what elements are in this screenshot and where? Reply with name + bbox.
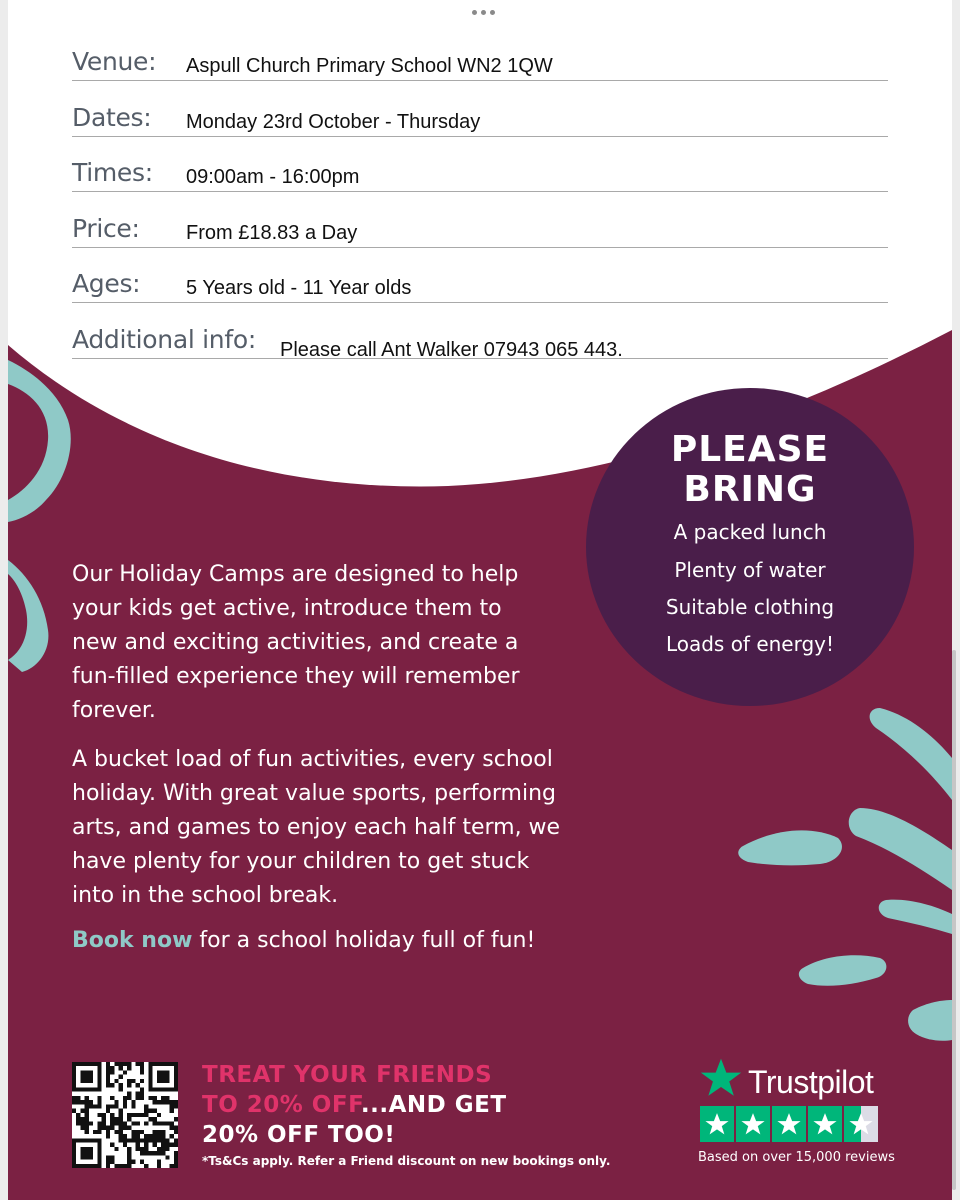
times-row xyxy=(72,141,888,192)
dates-label: Dates: xyxy=(72,103,152,132)
bring-item: Plenty of water xyxy=(674,558,826,582)
text-line: fun-filled experience they will remember xyxy=(72,664,520,689)
text-line: arts, and games to enjoy each half term, we xyxy=(72,815,561,840)
intro-paragraph xyxy=(72,558,592,728)
activities-paragraph xyxy=(72,743,592,913)
trustpilot-caption: Based on over 15,000 reviews xyxy=(698,1150,895,1165)
text-line: forever. xyxy=(72,698,156,723)
qr-code[interactable] xyxy=(72,1062,178,1168)
text-line: have plenty for your children to get stuck xyxy=(72,849,530,874)
rating-star-icon xyxy=(772,1106,806,1142)
venue-row xyxy=(72,30,888,81)
text-line: into in the school break. xyxy=(72,883,339,908)
promo-line3: 20% OFF TOO! xyxy=(202,1122,396,1148)
terms-text: *Ts&Cs apply. Refer a Friend discount on new bookings only. xyxy=(202,1154,611,1168)
price-value: From £18.83 a Day xyxy=(186,222,358,244)
times-value: 09:00am - 16:00pm xyxy=(186,166,360,188)
rating-star-icon xyxy=(700,1106,734,1142)
flyer-page xyxy=(8,0,952,1200)
book-now-line xyxy=(72,928,535,953)
text-line: Our Holiday Camps are designed to help xyxy=(72,562,519,587)
venue-value: Aspull Church Primary School WN2 1QW xyxy=(186,55,553,77)
please-bring-circle xyxy=(586,388,914,706)
please-bring-title-line1: PLEASE xyxy=(670,429,830,470)
venue-label: Venue: xyxy=(72,47,157,76)
bring-item: Suitable clothing xyxy=(665,595,835,619)
please-bring-title-line2: BRING xyxy=(683,469,817,510)
trustpilot-brand: Trustpilot xyxy=(748,1064,874,1100)
promo-line2-white: ...AND GET xyxy=(360,1092,507,1118)
ages-row xyxy=(72,252,888,303)
additional-info-row xyxy=(72,308,888,359)
refer-friend-promo xyxy=(202,1060,507,1150)
book-now-link[interactable]: Book now xyxy=(72,928,193,953)
promo-line2-pink: TO 20% OFF xyxy=(202,1092,361,1118)
text-line: new and exciting activities, and create a xyxy=(72,630,519,655)
rating-half-star-icon xyxy=(844,1106,878,1142)
trustpilot-rating xyxy=(700,1106,878,1142)
promo-line1: TREAT YOUR FRIENDS xyxy=(202,1062,493,1088)
please-bring-title xyxy=(586,430,914,510)
more-dots-icon[interactable] xyxy=(468,6,498,18)
trustpilot-star-icon xyxy=(698,1056,744,1100)
ages-value: 5 Years old - 11 Year olds xyxy=(186,277,412,299)
rating-star-icon xyxy=(808,1106,842,1142)
scrollbar[interactable] xyxy=(952,650,956,1190)
rating-star-icon xyxy=(736,1106,770,1142)
book-now-text: for a school holiday full of fun! xyxy=(192,928,536,953)
additional-info-value: Please call Ant Walker 07943 065 443. xyxy=(280,339,623,361)
text-line: A bucket load of fun activities, every school xyxy=(72,747,553,772)
text-line: holiday. With great value sports, performing xyxy=(72,781,556,806)
dates-value: Monday 23rd October - Thursday xyxy=(186,111,481,133)
bring-item: Loads of energy! xyxy=(665,632,835,656)
times-label: Times: xyxy=(72,158,153,187)
price-row xyxy=(72,197,888,248)
additional-info-label: Additional info: xyxy=(72,325,256,354)
price-label: Price: xyxy=(72,214,140,243)
dates-row xyxy=(72,86,888,137)
text-line: your kids get active, introduce them to xyxy=(72,596,502,621)
ages-label: Ages: xyxy=(72,269,141,298)
bring-item: A packed lunch xyxy=(673,520,827,544)
